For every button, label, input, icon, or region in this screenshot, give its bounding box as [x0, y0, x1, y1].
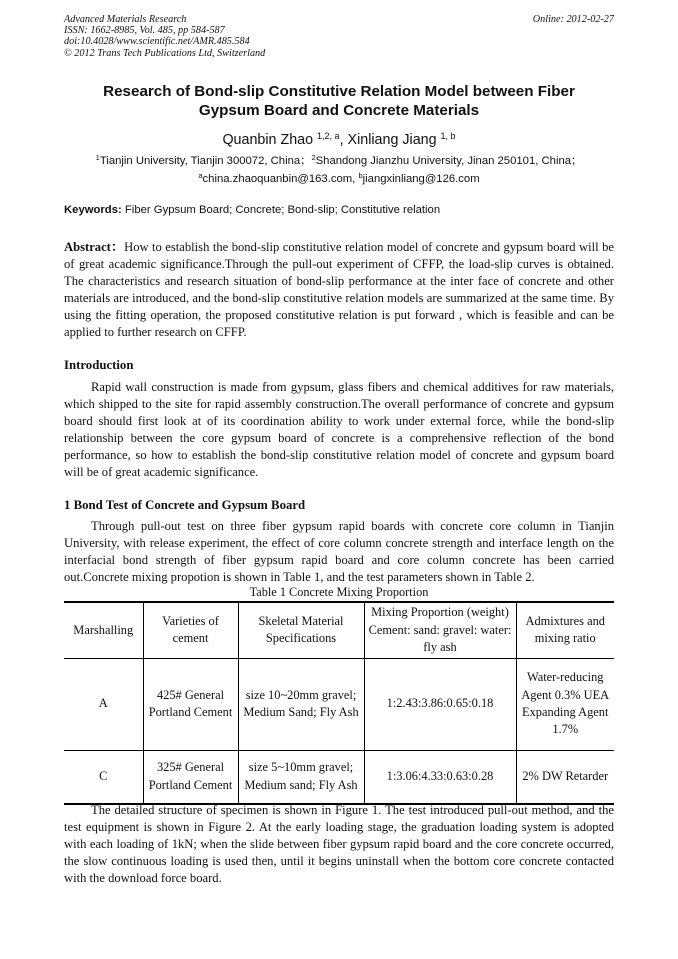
section-1-heading: 1 Bond Test of Concrete and Gypsum Board: [64, 498, 306, 512]
table-row: [64, 658, 614, 750]
affil-2-mark: 2: [311, 153, 316, 162]
header-varieties: Varieties of cement: [143, 602, 238, 658]
cell-marshalling: A: [64, 658, 143, 750]
header-admixtures: Admixtures and mixing ratio: [516, 602, 614, 658]
cell-admixture: 2% DW Retarder: [516, 750, 614, 804]
after-table-text: The detailed structure of specimen is shown in Figure 1. The test introduced pull-out method, and the test equipment is shown in Figure 2. At the early loading stage, the graduation loading system is adopted with each loading of 1kN; when the slide between fiber gypsum rapid board and the core concrete occurred, the slow continuous loading is used then, until it begins uninstall when the bottom core concrete contacted with the download force board.: [64, 803, 614, 886]
cell-marshalling: C: [64, 750, 143, 804]
cell-mixing: 1:3.06:4.33:0.63:0.28: [364, 750, 516, 804]
introduction-text: Rapid wall construction is made from gypsum, glass fibers and chemical additives for raw materials, which shipped to the site for rapid assembly construction.The overall performance of concrete and gypsum board should first look at of its coordination ability to work under external force, while the bond-slip relationship between the core gypsum board of concrete is a comprehensive reflection of the bond performance, so how to establish the bond-slip constitutive relation model of concrete and gypsum board will be of great academic significance.: [64, 380, 614, 480]
author-separator: ,: [339, 132, 348, 148]
doi-line[interactable]: doi:10.4028/www.scientific.net/AMR.485.584: [64, 36, 250, 48]
cell-cement: 325# General Portland Cement: [143, 750, 238, 804]
section-1-text: Through pull-out test on three fiber gypsum rapid boards with concrete core column in Tianjin University, with release experiment, the effect of core column concrete strength and interface length on the interfacial bond strength of fiber gypsum rapid board and core column concrete has been carried out.Concrete mixing propotion is shown in Table 1, and the test parameters shown in Table 2.: [64, 519, 614, 585]
email-2[interactable]: jiangxinliang@126.com: [362, 173, 480, 185]
affiliation-line: [56, 152, 622, 170]
author-list: [64, 132, 614, 149]
author-1-affil: 1,2, a: [317, 131, 340, 141]
author-1: Quanbin Zhao: [222, 132, 314, 148]
affiliation-1: Tianjin University, Tianjin 300072, China；: [99, 155, 312, 167]
email-1[interactable]: china.zhaoquanbin@163.com,: [202, 173, 359, 185]
header-mixing: Mixing Proportion (weight) Cement: sand: gravel: water: fly ash: [364, 602, 516, 658]
affiliations: [56, 152, 622, 188]
abstract: [64, 239, 614, 342]
keywords-text: Fiber Gypsum Board; Concrete; Bond-slip; Constitutive relation: [121, 204, 441, 216]
journal-name: Advanced Materials Research: [64, 14, 187, 25]
cell-admixture: Water-reducing Agent 0.3% UEA Expanding Agent 1.7%: [516, 658, 614, 750]
abstract-label: Abstract：: [64, 240, 125, 254]
journal-header: [64, 14, 265, 59]
header-skeletal: Skeletal Material Specifications: [238, 602, 364, 658]
title-line-1: Research of Bond-slip Constitutive Relation Model between Fiber: [103, 83, 575, 100]
introduction-heading: Introduction: [64, 358, 134, 372]
online-date: Online: 2012-02-27: [532, 14, 614, 25]
affil-1-mark: 1: [95, 153, 100, 162]
cell-cement: 425# General Portland Cement: [143, 658, 238, 750]
cell-skeletal: size 10~20mm gravel; Medium Sand; Fly Ash: [238, 658, 364, 750]
email-b-mark: b: [358, 171, 363, 180]
title-line-2: Gypsum Board and Concrete Materials: [198, 102, 480, 119]
copyright-line: © 2012 Trans Tech Publications Ltd, Switzerland: [64, 47, 266, 59]
paper-title: [64, 82, 614, 120]
author-2-affil: 1, b: [440, 131, 456, 141]
issn-line: ISSN: 1662-8985, Vol. 485, pp 584-587: [64, 25, 225, 37]
table-1: [64, 601, 614, 805]
table-row: [64, 750, 614, 804]
email-line: [56, 170, 622, 188]
cell-skeletal: size 5~10mm gravel; Medium sand; Fly Ash: [238, 750, 364, 804]
table-1-caption: Table 1 Concrete Mixing Proportion: [249, 585, 429, 599]
author-2: Xinliang Jiang: [347, 132, 437, 148]
keywords: [64, 203, 614, 217]
table-header-row: [64, 602, 614, 658]
cell-mixing: 1:2.43:3.86:0.65:0.18: [364, 658, 516, 750]
header-marshalling: Marshalling: [64, 602, 143, 658]
abstract-text: How to establish the bond-slip constitutive relation model of concrete and gypsum board will be of great academic significance.Through the pull-out experiment of CFFP, the load-slip curves is obtained. The characteristics and research situation of bond-slip performance at the inter face of concrete and other materials are introduced, and the bond-slip constitutive relation models are summarized at the same time. By using the fitting operation, the proposed constitutive relation is put forward , which is feasible and can be applied to further research on CFFP.: [64, 240, 614, 340]
affiliation-2: Shandong Jianzhu University, Jinan 250101, China；: [315, 155, 583, 167]
email-a-mark: a: [198, 171, 203, 180]
keywords-label: Keywords:: [64, 204, 122, 216]
